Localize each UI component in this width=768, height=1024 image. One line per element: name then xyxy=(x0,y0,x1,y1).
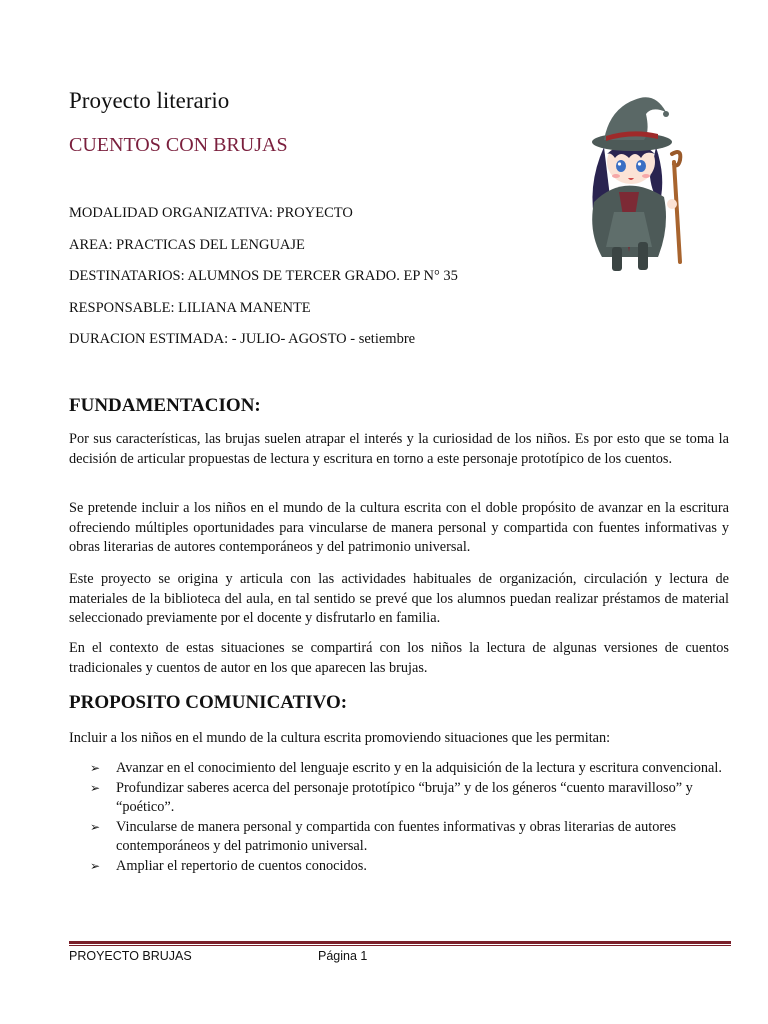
document-title: Proyecto literario xyxy=(69,88,230,113)
heading-fundamentacion: FUNDAMENTACION: xyxy=(69,395,261,416)
list-item xyxy=(90,759,735,779)
arrow-bullet-icon: ➢ xyxy=(90,819,101,834)
meta-area: AREA: PRACTICAS DEL LENGUAJE xyxy=(69,236,305,253)
meta-duracion: DURACION ESTIMADA: - JULIO- AGOSTO - setiembre xyxy=(69,331,416,347)
witch-illustration xyxy=(574,92,694,282)
list-item-text: Ampliar el repertorio de cuentos conocidos. xyxy=(116,857,367,874)
meta-destinatarios: DESTINATARIOS: ALUMNOS DE TERCER GRADO. EP N° 35 xyxy=(69,268,458,284)
footer-document-name: PROYECTO BRUJAS xyxy=(69,949,192,963)
heading-proposito: PROPOSITO COMUNICATIVO: xyxy=(69,692,348,713)
footer-divider-thick xyxy=(69,941,731,944)
footer-divider xyxy=(69,941,731,947)
paragraph-fundamentacion-1: Por sus características, las brujas suelen atrapar el interés y la curiosidad de los niños. Es por esto que se toma la decisión de articular propuestas de lectura y escritura en torno a este personaje prototípico de los cuentos. xyxy=(69,431,729,467)
paragraph-fundamentacion-3: Este proyecto se origina y articula con las actividades habituales de organización, circulación y lectura de materiales de la biblioteca del aula, en tal sentido se prevé que los alumnos puedan realizar préstamos de material seleccionado previamente por el docente y disfrutarlo en familia. xyxy=(69,571,729,626)
arrow-bullet-icon: ➢ xyxy=(90,858,101,873)
list-item xyxy=(90,857,735,877)
list-item-text: Vincularse de manera personal y compartida con fuentes informativas y obras literarias de autores contemporáneos y del patrimonio universal. xyxy=(116,818,677,854)
arrow-bullet-icon: ➢ xyxy=(90,761,101,775)
document-subtitle: CUENTOS CON BRUJAS xyxy=(69,134,288,156)
paragraph-proposito-intro: Incluir a los niños en el mundo de la cultura escrita promoviendo situaciones que les permitan: xyxy=(69,730,611,746)
project-metadata xyxy=(69,204,458,362)
footer-divider-thin xyxy=(69,945,731,946)
meta-modalidad: MODALIDAD ORGANIZATIVA: PROYECTO xyxy=(69,205,353,221)
paragraph-fundamentacion-2: Se pretende incluir a los niños en el mundo de la cultura escrita con el doble propósito de avanzar en la escritura ofreciendo múltiples oportunidades para vincularse de manera personal y compartida con fuentes informativas y obras literarias de autores contemporáneos y del patrimonio universal. xyxy=(69,500,729,555)
proposito-bullet-list xyxy=(90,759,735,876)
meta-responsable: RESPONSABLE: LILIANA MANENTE xyxy=(69,299,311,316)
arrow-bullet-icon: ➢ xyxy=(90,780,101,795)
list-item xyxy=(90,818,735,857)
list-item-text: Profundizar saberes acerca del personaje prototípico “bruja” y de los géneros “cuento maravilloso” y “poético”. xyxy=(116,779,693,815)
footer-page-number: Página 1 xyxy=(318,949,368,963)
list-item-text: Avanzar en el conocimiento del lenguaje escrito y en la adquisición de la lectura y escritura convencional. xyxy=(116,760,722,776)
paragraph-fundamentacion-4: En el contexto de estas situaciones se compartirá con los niños la lectura de algunas versiones de cuentos tradicionales y cuentos de autor en los que aparecen las brujas. xyxy=(69,640,729,676)
list-item xyxy=(90,779,735,818)
